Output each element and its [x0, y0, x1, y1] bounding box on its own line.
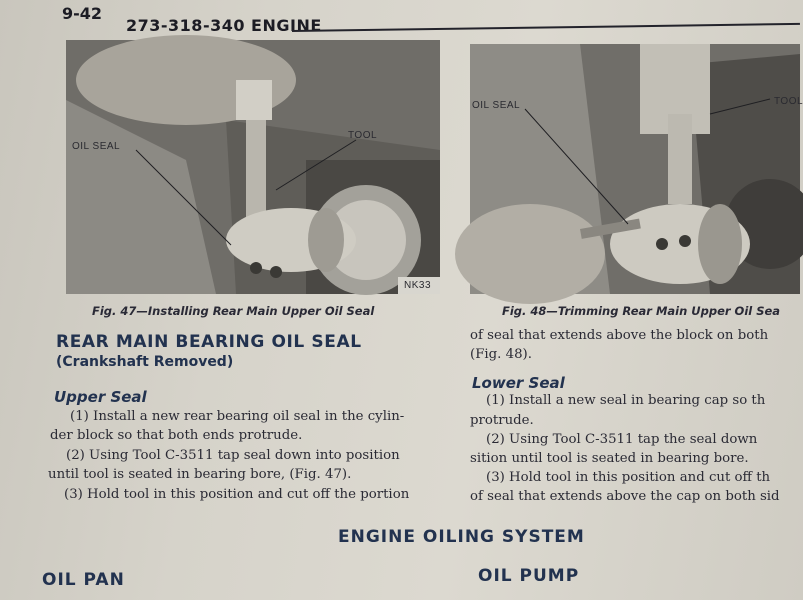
- engine-oiling-heading: ENGINE OILING SYSTEM: [338, 527, 585, 547]
- figure-47-code: NK33: [404, 280, 432, 291]
- right-line-2: (Fig. 48).: [470, 347, 532, 362]
- lower-seal-heading: Lower Seal: [472, 374, 565, 392]
- page-header-title: 273-318-340 ENGINE: [126, 16, 322, 35]
- lower-seal-line-1: (1) Install a new seal in bearing cap so th: [486, 393, 766, 408]
- lower-seal-line-4: sition until tool is seated in bearing bore.: [470, 451, 749, 466]
- upper-seal-line-3: (2) Using Tool C-3511 tap seal down into position: [66, 448, 400, 463]
- lower-seal-line-5: (3) Hold tool in this position and cut off th: [486, 470, 771, 485]
- page-number: 9-42: [62, 4, 103, 23]
- figure-47-caption: Fig. 47—Installing Rear Main Upper Oil Seal: [92, 304, 375, 318]
- figure-48-caption: Fig. 48—Trimming Rear Main Upper Oil Sea: [502, 304, 781, 318]
- figure-47-illustration: [66, 40, 440, 294]
- figure-47-label-tool: TOOL: [348, 130, 378, 141]
- figure-47-photo: [66, 40, 440, 294]
- upper-seal-line-4: until tool is seated in bearing bore, (Fig. 47).: [48, 467, 352, 482]
- upper-seal-line-2: der block so that both ends protrude.: [50, 428, 303, 443]
- figure-47-label-oil-seal: OIL SEAL: [72, 141, 121, 152]
- upper-seal-line-1: (1) Install a new rear bearing oil seal in the cylin-: [70, 409, 405, 424]
- right-line-1: of seal that extends above the block on both: [470, 328, 769, 343]
- section-title: REAR MAIN BEARING OIL SEAL: [56, 332, 362, 352]
- figure-48-photo: [470, 44, 803, 294]
- header-rule: [292, 23, 800, 32]
- figure-48-label-oil-seal: OIL SEAL: [472, 100, 521, 111]
- figure-48-label-tool: TOOL: [774, 96, 803, 107]
- lower-seal-line-6: of seal that extends above the cap on both sid: [470, 489, 780, 504]
- figure-48-illustration: [470, 44, 800, 294]
- lower-seal-line-2: protrude.: [470, 413, 534, 428]
- lower-seal-line-3: (2) Using Tool C-3511 tap the seal down: [486, 432, 758, 447]
- upper-seal-heading: Upper Seal: [54, 388, 147, 406]
- upper-seal-line-5: (3) Hold tool in this position and cut off the portion: [64, 487, 410, 502]
- oil-pump-heading: OIL PUMP: [478, 566, 580, 586]
- oil-pan-heading: OIL PAN: [42, 570, 125, 590]
- section-subtitle: (Crankshaft Removed): [56, 354, 234, 370]
